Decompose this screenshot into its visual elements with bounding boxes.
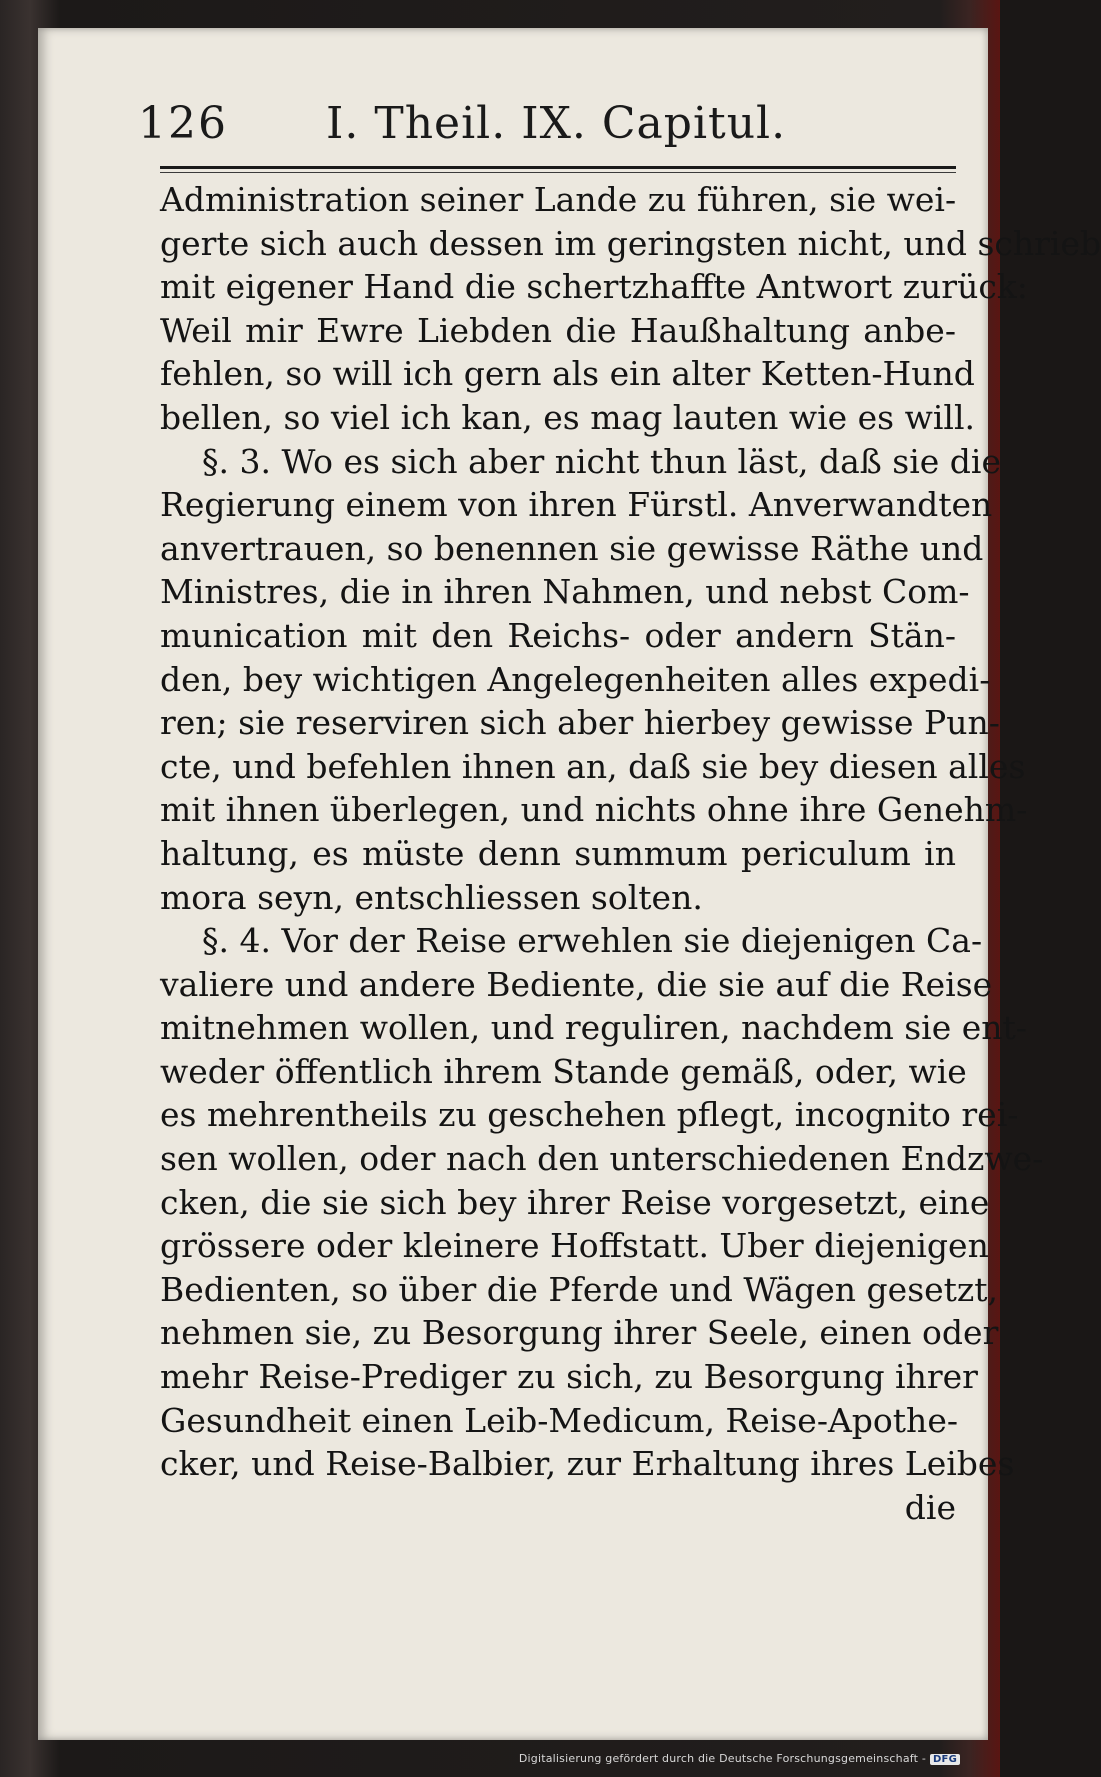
text-line: mit ihnen überlegen, und nichts ohne ihre Genehm- <box>160 790 1028 830</box>
text-line: bellen, so viel ich kan, es mag lauten wie es will. <box>160 397 975 437</box>
credit-text: Digitalisierung gefördert durch die Deutsche Forschungsgemeinschaft - <box>518 1752 927 1765</box>
text-line: sen wollen, oder nach den unterschiedenen Endzwe- <box>160 1139 1044 1179</box>
digitization-credit <box>519 1752 960 1765</box>
text-line: cker, und Reise-Balbier, zur Erhaltung ihres Leibes <box>160 1444 1015 1484</box>
text-line: Ministres, die in ihren Nahmen, und nebst Com- <box>160 572 970 612</box>
text-line: Weil mir Ewre Liebden die Haußhaltung anbe- <box>160 310 956 350</box>
paragraph-start-line: §. 4. Vor der Reise erwehlen sie diejenigen Ca- <box>202 921 983 961</box>
text-line: mit eigener Hand die schertzhaffte Antwort zurück: <box>160 267 1028 307</box>
text-line: Regierung einem von ihren Fürstl. Anverwandten <box>160 485 993 525</box>
text-line: mehr Reise-Prediger zu sich, zu Besorgung ihrer <box>160 1357 978 1397</box>
text-line: den, bey wichtigen Angelegenheiten alles expedi- <box>160 659 991 699</box>
catchword: die <box>904 1487 956 1527</box>
text-line: valiere und andere Bediente, die sie auf die Reise <box>160 964 993 1004</box>
text-line: fehlen, so will ich gern als ein alter Ketten-Hund <box>160 354 975 394</box>
text-line: haltung, es müste denn summum periculum in <box>160 833 956 873</box>
paragraph-start-line: §. 3. Wo es sich aber nicht thun läst, daß sie die <box>202 441 1002 481</box>
body-text <box>160 178 1101 1529</box>
text-line: ren; sie reserviren sich aber hierbey gewisse Pun- <box>160 703 1000 743</box>
page-header <box>138 88 958 148</box>
text-line: Administration seiner Lande zu führen, sie wei- <box>160 180 957 219</box>
header-rule <box>160 166 956 169</box>
text-line: cken, die sie sich bey ihrer Reise vorgesetzt, eine <box>160 1182 990 1222</box>
text-line: mitnehmen wollen, und reguliren, nachdem sie ent- <box>160 1008 1027 1048</box>
text-line: nehmen sie, zu Besorgung ihrer Seele, einen oder <box>160 1313 999 1353</box>
text-line: mora seyn, entschliessen solten. <box>160 877 703 917</box>
dfg-logo: DFG <box>930 1754 960 1765</box>
text-line: Bedienten, so über die Pferde und Wägen gesetzt, <box>160 1269 999 1309</box>
page-number: 126 <box>138 98 228 149</box>
text-line: weder öffentlich ihrem Stande gemäß, oder, wie <box>160 1051 967 1091</box>
running-head: I. Theil. IX. Capitul. <box>326 98 787 149</box>
header-rule-thin <box>160 172 956 173</box>
text-line: cte, und befehlen ihnen an, daß sie bey diesen alles <box>160 746 1026 786</box>
text-line: anvertrauen, so benennen sie gewisse Räthe und <box>160 528 984 568</box>
text-line: Gesundheit einen Leib-Medicum, Reise-Apothe- <box>160 1400 958 1440</box>
text-line: munication mit den Reichs- oder andern Stän- <box>160 615 956 655</box>
text-line: es mehrentheils zu geschehen pflegt, incognito rei- <box>160 1095 1019 1135</box>
text-line: grössere oder kleinere Hoffstatt. Uber diejenigen <box>160 1226 989 1266</box>
text-line: gerte sich auch dessen im geringsten nicht, und schrieb <box>160 223 1101 263</box>
